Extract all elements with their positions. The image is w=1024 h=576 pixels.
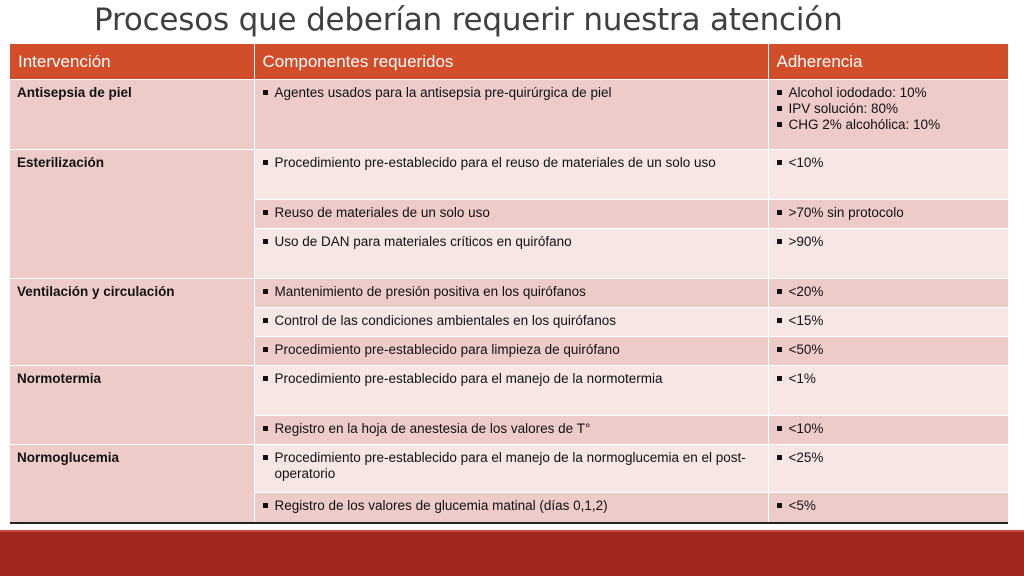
- adherence-cell: [768, 445, 1008, 493]
- component-cell: [254, 366, 768, 416]
- intervention-cell: Normoglucemia: [10, 445, 254, 522]
- footer-bar: [0, 532, 1024, 576]
- component-text: Uso de DAN para materiales críticos en quirófano: [262, 234, 760, 250]
- adherence-item: <50%: [776, 342, 1001, 358]
- adherence-cell: [768, 366, 1008, 416]
- adherence-cell: [768, 229, 1008, 279]
- adherence-item: <10%: [776, 421, 1001, 437]
- adherence-item: >90%: [776, 234, 1001, 250]
- component-text: Control de las condiciones ambientales en los quirófanos: [262, 313, 760, 329]
- intervention-cell: Ventilación y circulación: [10, 279, 254, 366]
- component-cell: [254, 150, 768, 200]
- adherence-item: >70% sin protocolo: [776, 205, 1001, 221]
- component-text: Procedimiento pre-establecido para el manejo de la normoglucemia en el post-operatorio: [262, 450, 760, 482]
- table-row: [10, 150, 1008, 200]
- adherence-item: IPV solución: 80%: [776, 101, 1001, 117]
- component-cell: [254, 229, 768, 279]
- adherence-cell: [768, 80, 1008, 150]
- component-text: Agentes usados para la antisepsia pre-quirúrgica de piel: [262, 85, 760, 101]
- component-cell: [254, 416, 768, 445]
- component-text: Procedimiento pre-establecido para limpieza de quirófano: [262, 342, 760, 358]
- table-row: [10, 445, 1008, 493]
- adherence-item: <1%: [776, 371, 1001, 387]
- intervention-cell: Antisepsia de piel: [10, 80, 254, 150]
- adherence-item: <5%: [776, 498, 1001, 514]
- component-cell: [254, 493, 768, 522]
- adherence-item: Alcohol iododado: 10%: [776, 85, 1001, 101]
- processes-table: [10, 44, 1008, 522]
- adherence-item: CHG 2% alcohólica: 10%: [776, 117, 1001, 133]
- component-text: Procedimiento pre-establecido para el reuso de materiales de un solo uso: [262, 155, 760, 171]
- component-cell: [254, 279, 768, 308]
- component-text: Procedimiento pre-establecido para el manejo de la normotermia: [262, 371, 760, 387]
- adherence-item: <10%: [776, 155, 1001, 171]
- component-cell: [254, 200, 768, 229]
- adherence-item: <20%: [776, 284, 1001, 300]
- table-row: [10, 80, 1008, 150]
- adherence-cell: [768, 150, 1008, 200]
- adherence-cell: [768, 416, 1008, 445]
- component-cell: [254, 80, 768, 150]
- intervention-cell: Normotermia: [10, 366, 254, 445]
- adherence-cell: [768, 308, 1008, 337]
- component-text: Registro de los valores de glucemia matinal (días 0,1,2): [262, 498, 760, 514]
- adherence-cell: [768, 337, 1008, 366]
- component-text: Reuso de materiales de un solo uso: [262, 205, 760, 221]
- slide-title: Procesos que deberían requerir nuestra atención: [94, 2, 843, 38]
- table-row: [10, 366, 1008, 416]
- header-componentes: Componentes requeridos: [254, 44, 768, 80]
- table-row: [10, 279, 1008, 308]
- component-cell: [254, 337, 768, 366]
- adherence-cell: [768, 200, 1008, 229]
- table-header-row: [10, 44, 1008, 80]
- component-text: Registro en la hoja de anestesia de los valores de T°: [262, 421, 760, 437]
- header-intervencion: Intervención: [10, 44, 254, 80]
- adherence-cell: [768, 279, 1008, 308]
- intervention-cell: Esterilización: [10, 150, 254, 279]
- component-cell: [254, 308, 768, 337]
- adherence-cell: [768, 493, 1008, 522]
- adherence-item: <25%: [776, 450, 1001, 466]
- processes-table-wrapper: [10, 44, 1008, 524]
- component-cell: [254, 445, 768, 493]
- header-adherencia: Adherencia: [768, 44, 1008, 80]
- adherence-item: <15%: [776, 313, 1001, 329]
- component-text: Mantenimiento de presión positiva en los quirófanos: [262, 284, 760, 300]
